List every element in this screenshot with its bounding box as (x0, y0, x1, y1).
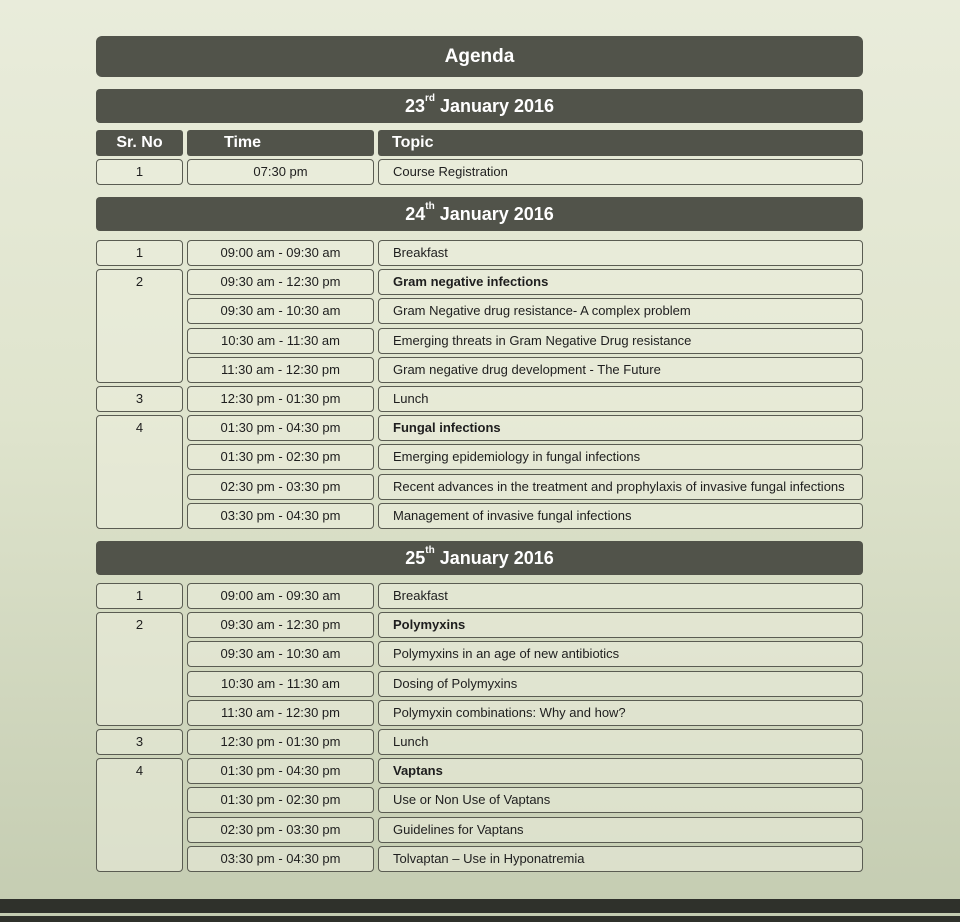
footer-band (0, 899, 960, 913)
day-suffix: rd (424, 93, 435, 104)
time-cell: 01:30 pm - 04:30 pm (187, 415, 374, 441)
time-cell: 01:30 pm - 02:30 pm (187, 787, 374, 813)
sr-no-cell: 4 (96, 758, 183, 872)
day-month-year: January 2016 (434, 204, 554, 224)
agenda-title: Agenda (96, 36, 863, 77)
topic-cell: Guidelines for Vaptans (378, 817, 863, 843)
time-cell: 01:30 pm - 04:30 pm (187, 758, 374, 784)
sr-no-cell: 2 (96, 269, 183, 383)
time-cell: 09:00 am - 09:30 am (187, 583, 374, 609)
time-cell: 12:30 pm - 01:30 pm (187, 729, 374, 755)
footer-line (0, 916, 960, 922)
sr-no-cell: 4 (96, 415, 183, 529)
topic-cell: Management of invasive fungal infections (378, 503, 863, 529)
day-suffix: th (425, 201, 435, 212)
topic-cell: Lunch (378, 386, 863, 412)
topic-cell: Emerging epidemiology in fungal infections (378, 444, 863, 470)
topic-cell: Use or Non Use of Vaptans (378, 787, 863, 813)
day-number: 25 (405, 548, 426, 568)
day-number: 24 (405, 204, 426, 224)
day-month-year: January 2016 (434, 548, 554, 568)
sr-no-cell: 3 (96, 386, 183, 412)
sr-no-cell: 1 (96, 240, 183, 266)
day-month-year: January 2016 (434, 96, 555, 116)
topic-cell: Breakfast (378, 240, 863, 266)
topic-cell: Lunch (378, 729, 863, 755)
time-cell: 07:30 pm (187, 159, 374, 185)
header-time: Time (187, 130, 374, 156)
day-heading (96, 197, 863, 231)
topic-cell: Polymyxins in an age of new antibiotics (378, 641, 863, 667)
topic-cell: Course Registration (378, 159, 863, 185)
session-title-cell: Gram negative infections (378, 269, 863, 295)
day-suffix: th (425, 545, 435, 556)
topic-cell: Dosing of Polymyxins (378, 671, 863, 697)
time-cell: 09:30 am - 10:30 am (187, 298, 374, 324)
time-cell: 01:30 pm - 02:30 pm (187, 444, 374, 470)
time-cell: 11:30 am - 12:30 pm (187, 357, 374, 383)
sr-no-cell: 2 (96, 612, 183, 726)
time-cell: 10:30 am - 11:30 am (187, 328, 374, 354)
time-cell: 11:30 am - 12:30 pm (187, 700, 374, 726)
time-cell: 10:30 am - 11:30 am (187, 671, 374, 697)
day-number: 23 (404, 96, 425, 116)
time-cell: 03:30 pm - 04:30 pm (187, 503, 374, 529)
time-cell: 12:30 pm - 01:30 pm (187, 386, 374, 412)
time-cell: 09:30 am - 12:30 pm (187, 612, 374, 638)
time-cell: 09:30 am - 12:30 pm (187, 269, 374, 295)
header-sr-no: Sr. No (96, 130, 183, 156)
topic-cell: Gram Negative drug resistance- A complex problem (378, 298, 863, 324)
topic-cell: Tolvaptan – Use in Hyponatremia (378, 846, 863, 872)
topic-cell: Polymyxin combinations: Why and how? (378, 700, 863, 726)
session-title-cell: Fungal infections (378, 415, 863, 441)
time-cell: 09:30 am - 10:30 am (187, 641, 374, 667)
time-cell: 03:30 pm - 04:30 pm (187, 846, 374, 872)
sr-no-cell: 1 (96, 159, 183, 185)
header-topic: Topic (378, 130, 863, 156)
day-heading (96, 541, 863, 575)
time-cell: 02:30 pm - 03:30 pm (187, 817, 374, 843)
topic-cell: Gram negative drug development - The Future (378, 357, 863, 383)
sr-no-cell: 3 (96, 729, 183, 755)
topic-cell: Recent advances in the treatment and prophylaxis of invasive fungal infections (378, 474, 863, 500)
day-heading (96, 89, 863, 123)
topic-cell: Breakfast (378, 583, 863, 609)
session-title-cell: Vaptans (378, 758, 863, 784)
topic-cell: Emerging threats in Gram Negative Drug resistance (378, 328, 863, 354)
session-title-cell: Polymyxins (378, 612, 863, 638)
time-cell: 09:00 am - 09:30 am (187, 240, 374, 266)
time-cell: 02:30 pm - 03:30 pm (187, 474, 374, 500)
sr-no-cell: 1 (96, 583, 183, 609)
